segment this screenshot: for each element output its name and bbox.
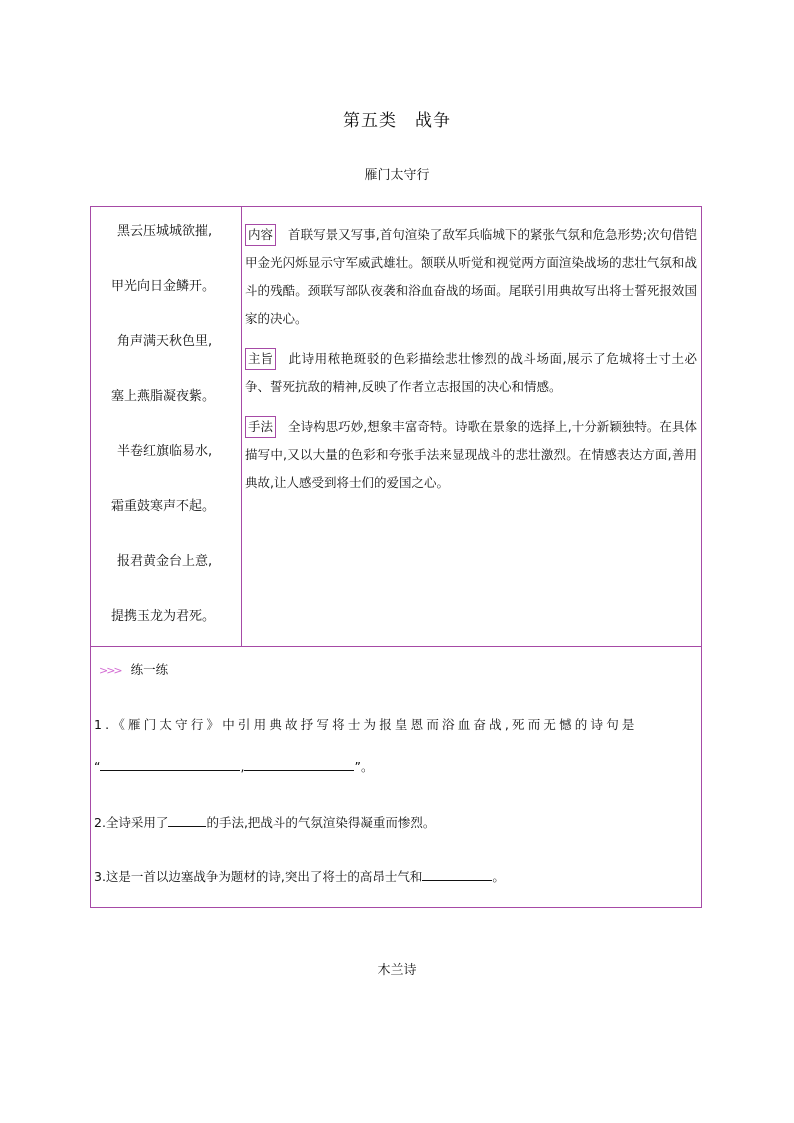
poem-analysis-box bbox=[90, 206, 702, 908]
poem-line: 黑云压城城欲摧, bbox=[117, 224, 213, 239]
analysis-theme bbox=[245, 345, 697, 401]
theme-text: 此诗用秾艳斑驳的色彩描绘悲壮惨烈的战斗场面,展示了危城将士寸土必争、誓死抗敌的精神,反映了作者立志报国的决心和情感。 bbox=[245, 351, 697, 394]
poem-line: 甲光向日金鳞开。 bbox=[111, 279, 216, 294]
content-tag: 内容 bbox=[245, 224, 276, 246]
poem-line: 报君黄金台上意, bbox=[117, 554, 213, 569]
poem-line: 霜重鼓寒声不起。 bbox=[111, 499, 216, 514]
answer-blank-2[interactable] bbox=[168, 814, 206, 827]
answer-blank-1b[interactable] bbox=[244, 758, 354, 771]
analysis-column bbox=[245, 221, 697, 497]
poem-line: 角声满天秋色里, bbox=[117, 334, 213, 349]
section-divider bbox=[91, 646, 701, 647]
theme-tag: 主旨 bbox=[245, 348, 276, 370]
triple-chevron-icon: >>> bbox=[99, 664, 121, 677]
analysis-technique bbox=[245, 413, 697, 497]
question-2: 2.全诗采用了 的手法,把战斗的气氛渲染得凝重而惨烈。 bbox=[94, 815, 436, 830]
next-poem-title: 木兰诗 bbox=[377, 963, 417, 978]
technique-tag: 手法 bbox=[245, 416, 276, 438]
poem-title: 雁门太守行 bbox=[364, 168, 430, 183]
poem-line: 半卷红旗临易水, bbox=[117, 444, 213, 459]
question-1-answer-line: “ , ”。 bbox=[94, 759, 374, 774]
poem-column bbox=[91, 207, 242, 647]
poem-line: 提携玉龙为君死。 bbox=[111, 609, 216, 624]
answer-blank-3[interactable] bbox=[422, 868, 492, 881]
content-text: 首联写景又写事,首句渲染了敌军兵临城下的紧张气氛和危急形势;次句借铠甲金光闪烁显示守军威武雄壮。颔联从听觉和视觉两方面渲染战场的悲壮气氛和战斗的残酷。颈联写部队夜袭和浴血奋战的场面。尾联引用典故写出将士誓死报效国家的决心。 bbox=[245, 227, 697, 326]
practice-heading bbox=[99, 660, 168, 678]
question-1: 1.《雁门太守行》中引用典故抒写将士为报皇恩而浴血奋战,死而无憾的诗句是 bbox=[94, 717, 638, 732]
technique-text: 全诗构思巧妙,想象丰富奇特。诗歌在景象的选择上,十分新颖独特。在具体描写中,又以大量的色彩和夸张手法来显现战斗的悲壮激烈。在情感表达方面,善用典故,让人感受到将士们的爱国之心。 bbox=[245, 419, 697, 490]
question-3: 3.这是一首以边塞战争为题材的诗,突出了将士的高昂士气和 。 bbox=[94, 869, 505, 884]
poem-line: 塞上燕脂凝夜紫。 bbox=[111, 389, 216, 404]
practice-label: 练一练 bbox=[130, 662, 169, 677]
answer-blank-1a[interactable] bbox=[100, 758, 240, 771]
page-title: 第五类 战争 bbox=[343, 111, 451, 131]
analysis-content bbox=[245, 221, 697, 333]
